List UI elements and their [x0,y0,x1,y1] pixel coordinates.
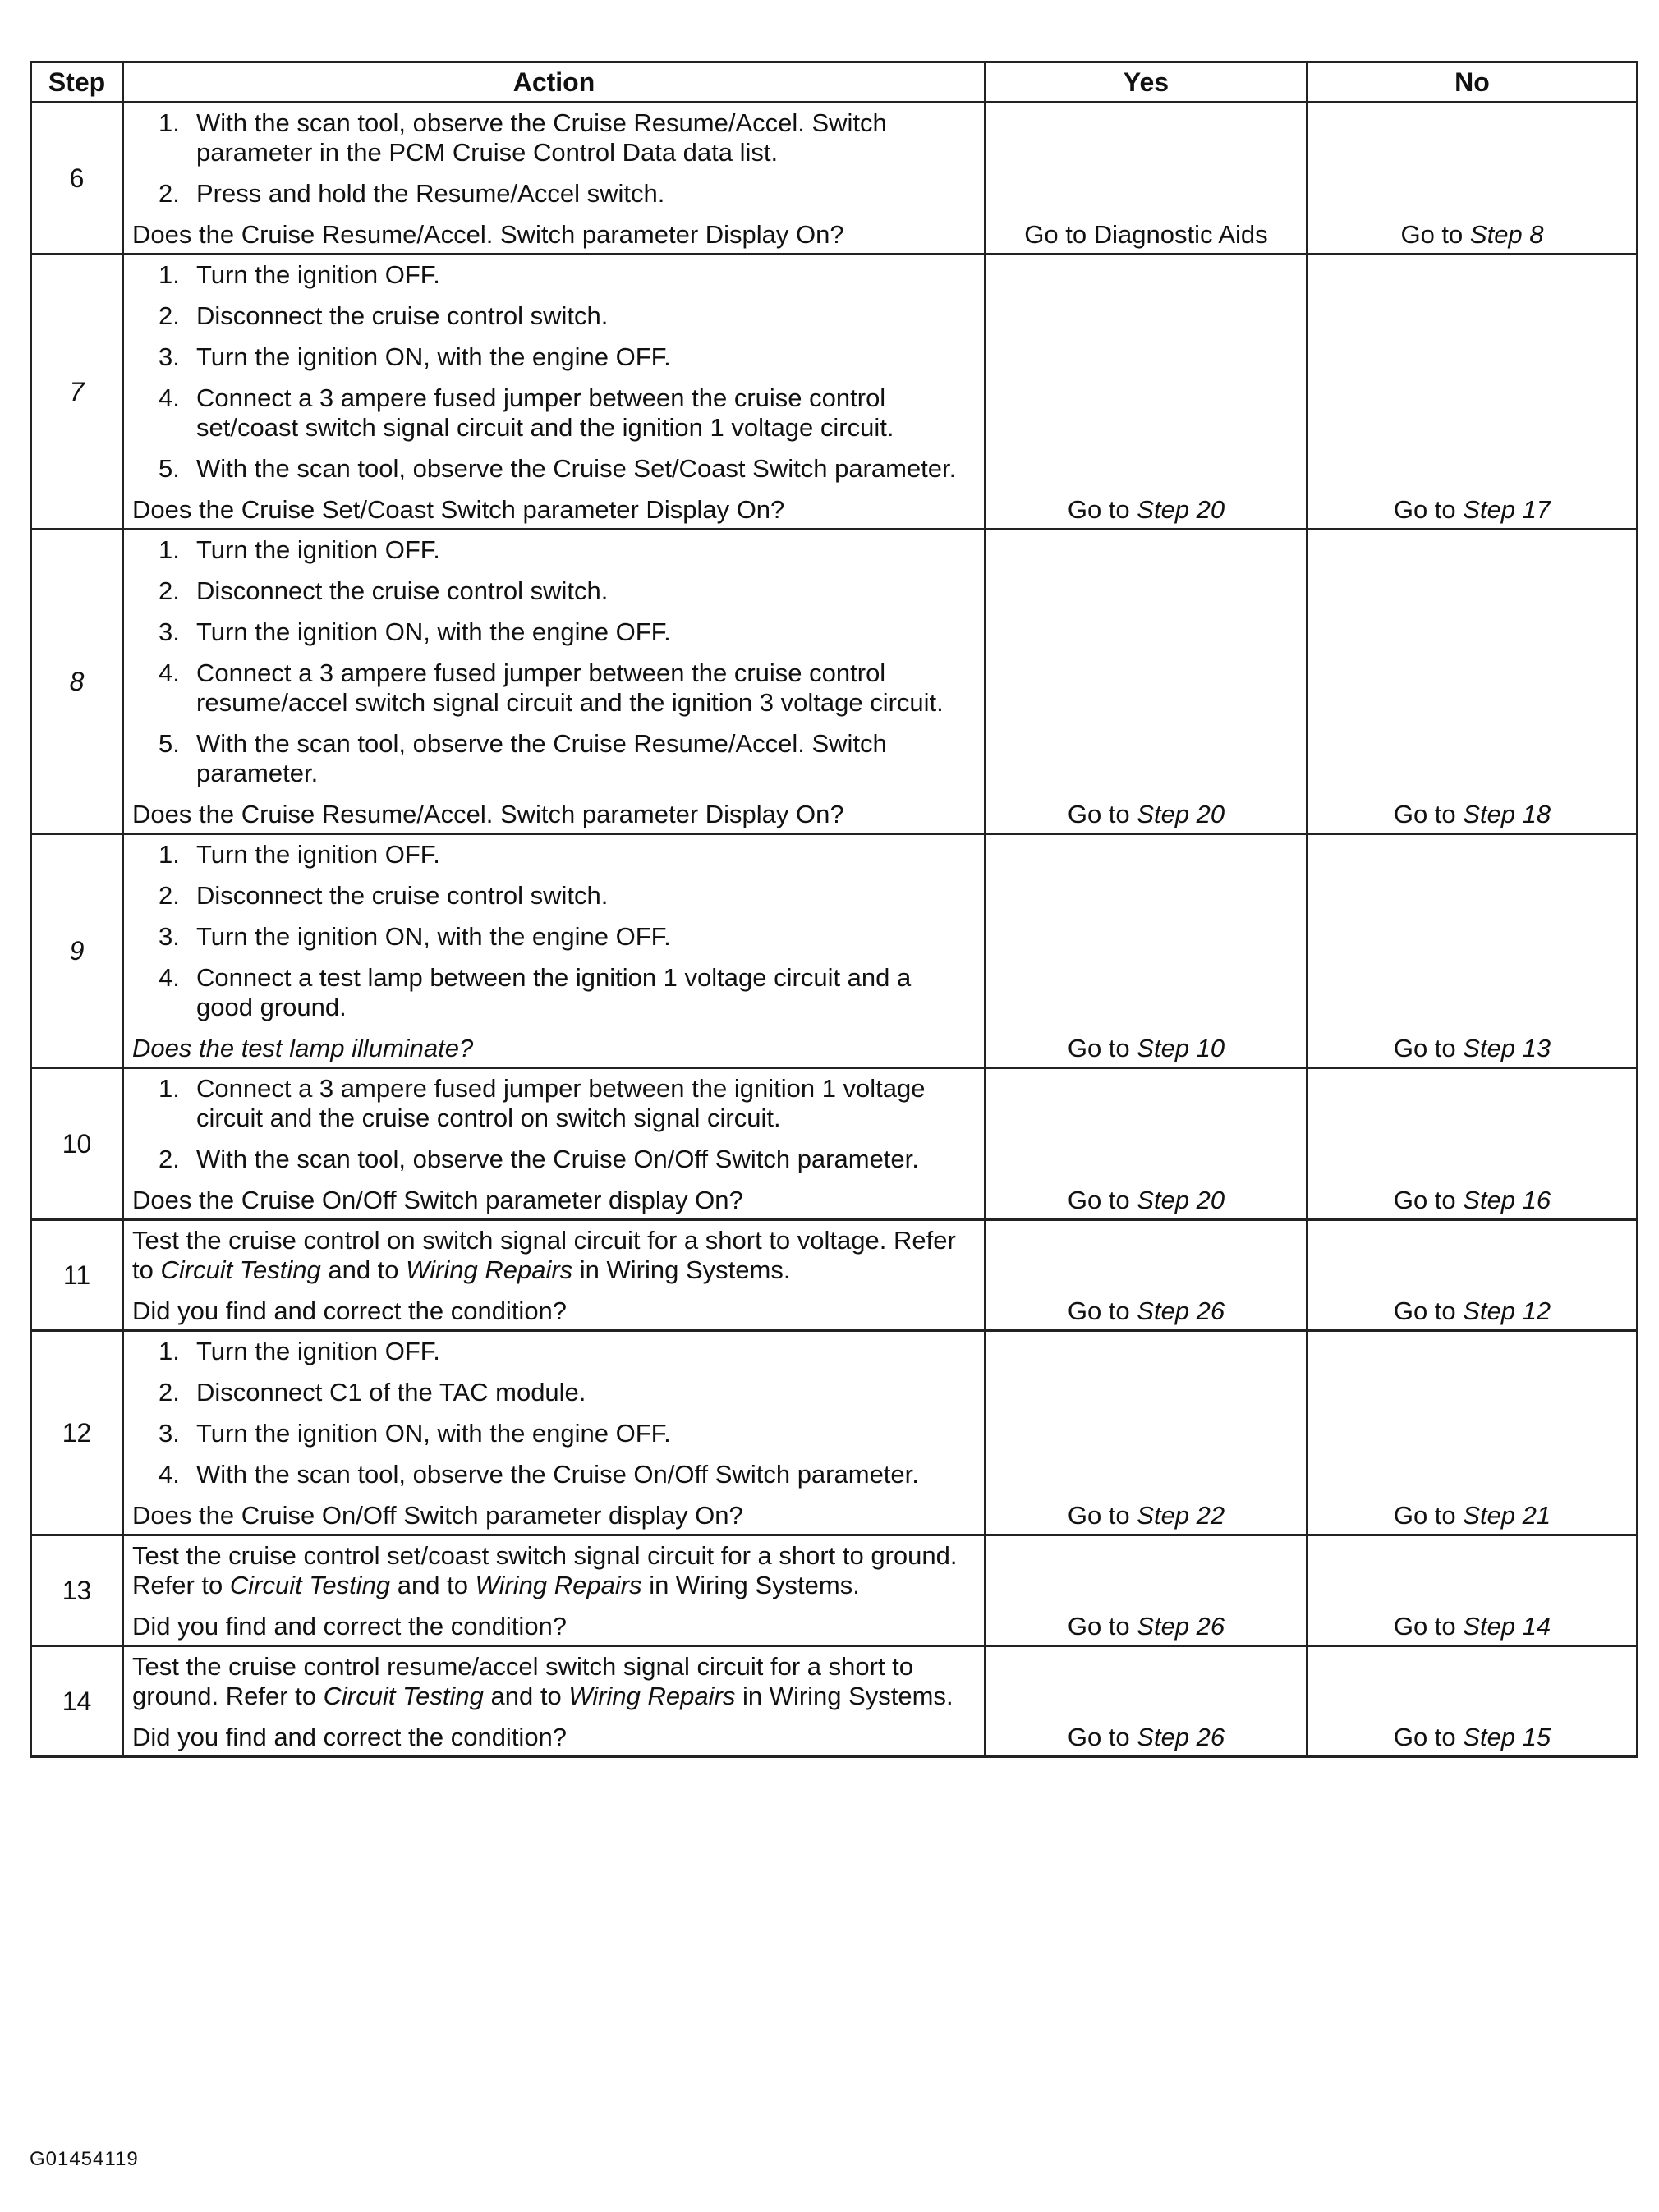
action-content [124,1221,984,1329]
step-cell: 8 [31,530,123,834]
yes-cell [986,1535,1307,1646]
no-prefix: Go to [1393,800,1464,828]
action-step-number: 4. [159,963,180,992]
action-steps-list [132,1074,972,1174]
header-step: Step [31,62,123,103]
yes-step-reference: Step 20 [1137,1186,1225,1214]
table-row [31,1220,1638,1331]
action-step-text: Connect a 3 ampere fused jumper between the cruise control resume/accel switch signal circuit and the ignition 3 voltage circuit. [196,659,944,717]
action-step [132,963,972,1022]
action-question: Does the Cruise On/Off Switch parameter display On? [132,1501,743,1530]
action-step-number: 4. [159,383,180,412]
paragraph-text: Test the cruise control on switch signal circuit for a short to voltage. Refer to [132,1226,956,1284]
action-step-text: Connect a 3 ampere fused jumper between the cruise control set/coast switch signal circuit and the ignition 1 voltage circuit. [196,383,894,442]
no-cell [1307,530,1638,834]
figure-code: G01454119 [30,2148,139,2170]
action-cell [123,1646,986,1757]
action-step-text: With the scan tool, observe the Cruise On/Off Switch parameter. [196,1460,919,1489]
action-question: Does the test lamp illuminate? [132,1034,474,1062]
action-steps-list [132,1337,972,1489]
action-step-number: 2. [159,576,180,605]
yes-cell [986,1646,1307,1757]
header-yes: Yes [986,62,1307,103]
paragraph-text: and to [483,1682,569,1710]
action-step-text: Disconnect the cruise control switch. [196,576,609,605]
action-step-number: 2. [159,1378,180,1407]
no-step-reference: Step 12 [1463,1296,1551,1325]
action-step-text: Connect a 3 ampere fused jumper between the ignition 1 voltage circuit and the cruise control on switch signal circuit. [196,1074,926,1132]
action-step-number: 1. [159,840,180,869]
header-no: No [1307,62,1638,103]
yes-step-reference: Step 10 [1137,1034,1225,1062]
action-step [132,342,972,372]
action-content [124,1536,984,1645]
action-content [124,1332,984,1534]
no-cell [1307,834,1638,1068]
table-row [31,1331,1638,1535]
action-steps-list [132,108,972,209]
step-cell: 13 [31,1535,123,1646]
action-step [132,922,972,952]
reference-circuit-testing: Circuit Testing [323,1682,484,1710]
action-content [124,1069,984,1218]
yes-prefix: Go to [1067,1186,1137,1214]
action-content [124,103,984,253]
action-step [132,1378,972,1407]
reference-wiring-repairs: Wiring Repairs [568,1682,736,1710]
action-step [132,454,972,484]
table-header-row [31,62,1638,103]
no-prefix: Go to [1393,1296,1464,1325]
action-paragraph [132,1652,972,1711]
yes-step-reference: Step 26 [1137,1296,1225,1325]
action-step-number: 1. [159,1337,180,1365]
action-cell [123,103,986,255]
action-step-number: 3. [159,617,180,646]
step-cell: 14 [31,1646,123,1757]
no-cell [1307,255,1638,530]
action-cell [123,255,986,530]
yes-prefix: Go to Diagnostic Aids [1024,220,1268,249]
action-step-number: 3. [159,922,180,951]
action-step [132,108,972,168]
action-step-text: Disconnect the cruise control switch. [196,881,609,910]
yes-step-reference: Step 20 [1137,495,1225,524]
paragraph-text: Test the cruise control resume/accel switch signal circuit for a short to ground. Refer to [132,1652,914,1710]
action-step-text: Connect a test lamp between the ignition 1 voltage circuit and a good ground. [196,963,912,1021]
action-step [132,383,972,443]
no-step-reference: Step 14 [1463,1612,1551,1641]
no-step-reference: Step 15 [1463,1723,1551,1751]
action-step-text: Turn the ignition OFF. [196,1337,440,1365]
paragraph-text: and to [320,1255,407,1284]
action-question: Does the Cruise Set/Coast Switch parameter Display On? [132,495,785,524]
action-step-text: With the scan tool, observe the Cruise Resume/Accel. Switch parameter. [196,729,887,787]
action-step [132,1074,972,1133]
no-prefix: Go to [1393,1034,1464,1062]
action-step [132,1145,972,1174]
action-step-text: Disconnect C1 of the TAC module. [196,1378,586,1407]
action-step-number: 2. [159,301,180,330]
reference-wiring-repairs: Wiring Repairs [406,1255,573,1284]
yes-step-reference: Step 26 [1137,1723,1225,1751]
no-prefix: Go to [1393,1501,1464,1530]
no-step-reference: Step 17 [1463,495,1551,524]
no-step-reference: Step 16 [1463,1186,1551,1214]
action-step-text: Turn the ignition OFF. [196,535,440,564]
action-step [132,576,972,606]
action-step-number: 4. [159,1460,180,1489]
action-step-text: With the scan tool, observe the Cruise Set/Coast Switch parameter. [196,454,957,483]
table-row [31,103,1638,255]
action-step-text: Turn the ignition ON, with the engine OFF. [196,1419,671,1448]
no-cell [1307,1331,1638,1535]
action-step [132,260,972,290]
no-step-reference: Step 8 [1469,220,1544,249]
yes-step-reference: Step 20 [1137,800,1225,828]
action-step [132,729,972,788]
paragraph-text: Test the cruise control set/coast switch signal circuit for a short to ground. Refer to [132,1541,958,1599]
action-question: Did you find and correct the condition? [132,1612,568,1641]
table-row [31,530,1638,834]
no-cell [1307,103,1638,255]
action-step-number: 4. [159,659,180,687]
action-steps-list [132,260,972,484]
step-cell: 6 [31,103,123,255]
paragraph-text: in Wiring Systems. [735,1682,954,1710]
yes-prefix: Go to [1067,1501,1137,1530]
no-prefix: Go to [1393,1723,1464,1751]
table-body [31,103,1638,1757]
yes-cell [986,530,1307,834]
action-paragraph [132,1226,972,1285]
no-cell [1307,1220,1638,1331]
action-step [132,881,972,911]
action-cell [123,1535,986,1646]
table-row [31,1646,1638,1757]
action-step-number: 5. [159,454,180,483]
action-step-number: 3. [159,1419,180,1448]
action-step-text: Disconnect the cruise control switch. [196,301,609,330]
no-prefix: Go to [1393,1186,1464,1214]
action-step-text: Turn the ignition OFF. [196,260,440,289]
no-cell [1307,1068,1638,1220]
action-cell [123,1331,986,1535]
no-step-reference: Step 18 [1463,800,1551,828]
yes-cell [986,1220,1307,1331]
action-step [132,840,972,870]
action-step [132,659,972,718]
action-question: Did you find and correct the condition? [132,1296,568,1325]
reference-wiring-repairs: Wiring Repairs [475,1571,642,1599]
action-content [124,835,984,1067]
yes-cell [986,1068,1307,1220]
action-cell [123,1220,986,1331]
reference-circuit-testing: Circuit Testing [160,1255,321,1284]
action-step [132,301,972,331]
table-row [31,834,1638,1068]
action-question: Does the Cruise On/Off Switch parameter display On? [132,1186,743,1214]
yes-prefix: Go to [1067,495,1137,524]
yes-cell [986,255,1307,530]
action-step-text: Turn the ignition ON, with the engine OFF. [196,922,671,951]
no-prefix: Go to [1393,495,1464,524]
yes-prefix: Go to [1067,1296,1137,1325]
action-step-text: Turn the ignition ON, with the engine OFF. [196,342,671,371]
action-step [132,617,972,647]
paragraph-text: in Wiring Systems. [641,1571,860,1599]
no-step-reference: Step 21 [1463,1501,1551,1530]
action-question: Does the Cruise Resume/Accel. Switch parameter Display On? [132,220,844,249]
step-cell: 12 [31,1331,123,1535]
action-paragraph [132,1541,972,1600]
yes-step-reference: Step 22 [1137,1501,1225,1530]
action-step-text: With the scan tool, observe the Cruise Resume/Accel. Switch parameter in the PCM Cruise Control Data data list. [196,108,887,167]
yes-cell [986,103,1307,255]
step-cell: 11 [31,1220,123,1331]
action-step-text: Turn the ignition ON, with the engine OFF. [196,617,671,646]
table-row [31,1535,1638,1646]
action-step-number: 1. [159,260,180,289]
action-steps-list [132,535,972,788]
paragraph-text: and to [390,1571,476,1599]
action-step [132,179,972,209]
action-step-text: Turn the ignition OFF. [196,840,440,869]
yes-cell [986,834,1307,1068]
step-cell: 7 [31,255,123,530]
action-question: Does the Cruise Resume/Accel. Switch parameter Display On? [132,800,844,828]
no-cell [1307,1535,1638,1646]
action-step-number: 1. [159,535,180,564]
action-step-number: 3. [159,342,180,371]
action-steps-list [132,840,972,1022]
yes-cell [986,1331,1307,1535]
action-step-number: 2. [159,1145,180,1173]
no-step-reference: Step 13 [1463,1034,1551,1062]
header-action: Action [123,62,986,103]
action-step [132,1460,972,1489]
table-row [31,255,1638,530]
action-step-text: With the scan tool, observe the Cruise On/Off Switch parameter. [196,1145,919,1173]
action-step-text: Press and hold the Resume/Accel switch. [196,179,665,208]
yes-prefix: Go to [1067,1723,1137,1751]
action-step-number: 5. [159,729,180,758]
action-question: Did you find and correct the condition? [132,1723,568,1751]
paragraph-text: in Wiring Systems. [572,1255,791,1284]
action-step [132,1337,972,1366]
action-content [124,1647,984,1755]
diagnostic-table [30,61,1638,1758]
yes-prefix: Go to [1067,800,1137,828]
action-step-number: 2. [159,881,180,910]
step-cell: 9 [31,834,123,1068]
no-prefix: Go to [1400,220,1470,249]
action-content [124,530,984,833]
action-cell [123,530,986,834]
action-cell [123,834,986,1068]
no-cell [1307,1646,1638,1757]
action-step-number: 1. [159,1074,180,1103]
action-step [132,535,972,565]
action-step-number: 1. [159,108,180,137]
yes-prefix: Go to [1067,1612,1137,1641]
action-step-number: 2. [159,179,180,208]
step-cell: 10 [31,1068,123,1220]
reference-circuit-testing: Circuit Testing [229,1571,391,1599]
table-row [31,1068,1638,1220]
no-prefix: Go to [1393,1612,1464,1641]
action-cell [123,1068,986,1220]
yes-prefix: Go to [1067,1034,1137,1062]
yes-step-reference: Step 26 [1137,1612,1225,1641]
action-step [132,1419,972,1448]
action-content [124,255,984,528]
